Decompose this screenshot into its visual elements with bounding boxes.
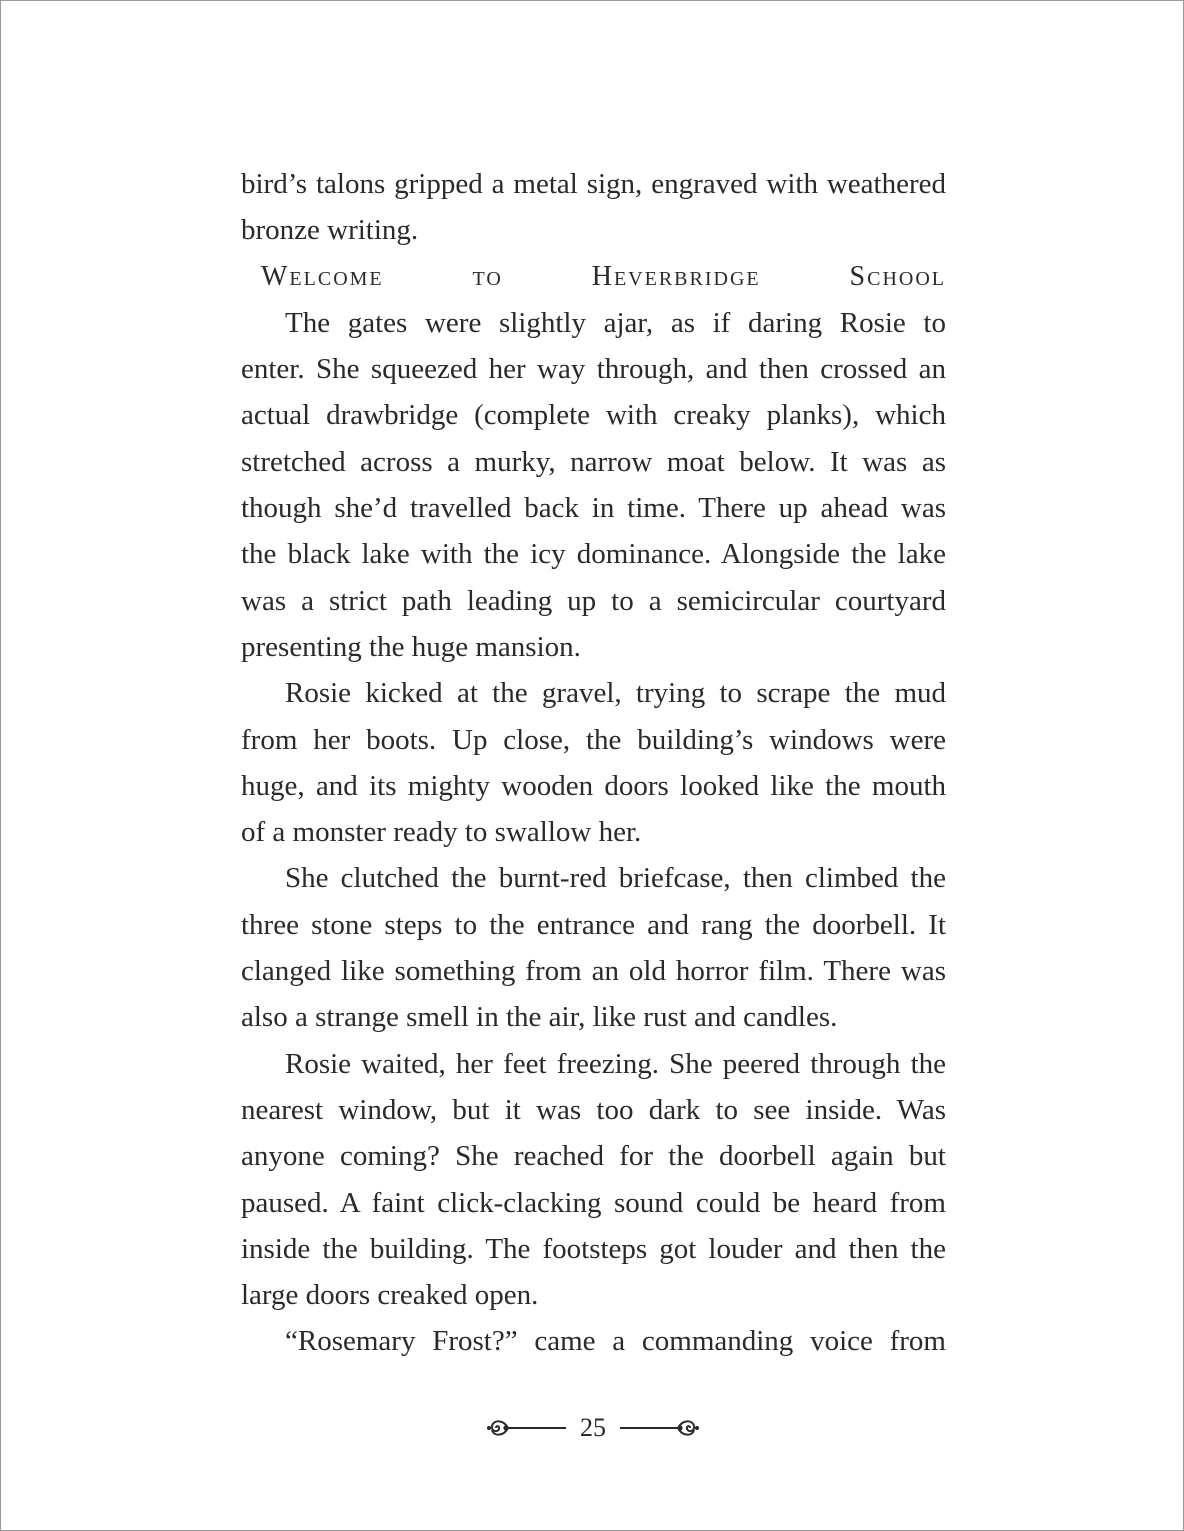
text-line: paused. A faint click-clacking sound could be heard from [241, 1186, 946, 1219]
text-line: clanged like something from an old horror film. There was [241, 955, 946, 988]
text-line: “Rosemary Frost?” came a commanding voice from [285, 1325, 946, 1358]
page-number: 25 [580, 1413, 606, 1442]
text-line: bird’s talons gripped a metal sign, engraved with weathered [241, 168, 946, 200]
paragraph-2 [241, 300, 946, 670]
paragraph-6 [241, 1318, 946, 1364]
text-line: Rosie waited, her feet freezing. She peered through the [285, 1047, 946, 1080]
flourish-right-icon [620, 1413, 700, 1443]
text-line: The gates were slightly ajar, as if daring Rosie to [285, 306, 946, 339]
text-line: huge, and its mighty wooden doors looked like the mouth [241, 769, 946, 802]
text-line: was a strict path leading up to a semicircular courtyard [241, 584, 946, 617]
text-line: Rosie kicked at the gravel, trying to scrape the mud [285, 677, 946, 710]
text-line: nearest window, but it was too dark to see inside. Was [241, 1093, 946, 1126]
text-line: also a strange smell in the air, like rust and candles. [241, 1001, 838, 1034]
page-footer [1, 1406, 1184, 1450]
paragraph-4 [241, 855, 946, 1040]
paragraph-1 [241, 161, 946, 254]
sign-heading: Welcome to Heverbridge School [261, 260, 946, 292]
text-line: enter. She squeezed her way through, and then crossed an [241, 353, 946, 386]
text-line: bronze writing. [241, 214, 419, 247]
text-line: inside the building. The footsteps got louder and then the [241, 1232, 946, 1265]
text-line: the black lake with the icy dominance. Alongside the lake [241, 538, 946, 571]
text-line: She clutched the burnt-red briefcase, then climbed the [285, 862, 946, 895]
text-line: three stone steps to the entrance and rang the doorbell. It [241, 908, 946, 941]
text-line: anyone coming? She reached for the doorbell again but [241, 1140, 946, 1173]
text-line: from her boots. Up close, the building’s windows were [241, 723, 946, 756]
text-line: stretched across a murky, narrow moat below. It was as [241, 445, 946, 478]
body-text [241, 161, 946, 1365]
text-line: of a monster ready to swallow her. [241, 816, 642, 849]
text-line: though she’d travelled back in time. There up ahead was [241, 492, 946, 525]
text-line: actual drawbridge (complete with creaky planks), which [241, 399, 946, 432]
paragraph-3 [241, 670, 946, 855]
text-line: presenting the huge mansion. [241, 630, 581, 663]
text-line: large doors creaked open. [241, 1279, 539, 1312]
flourish-left-icon [486, 1413, 566, 1443]
paragraph-5 [241, 1041, 946, 1319]
